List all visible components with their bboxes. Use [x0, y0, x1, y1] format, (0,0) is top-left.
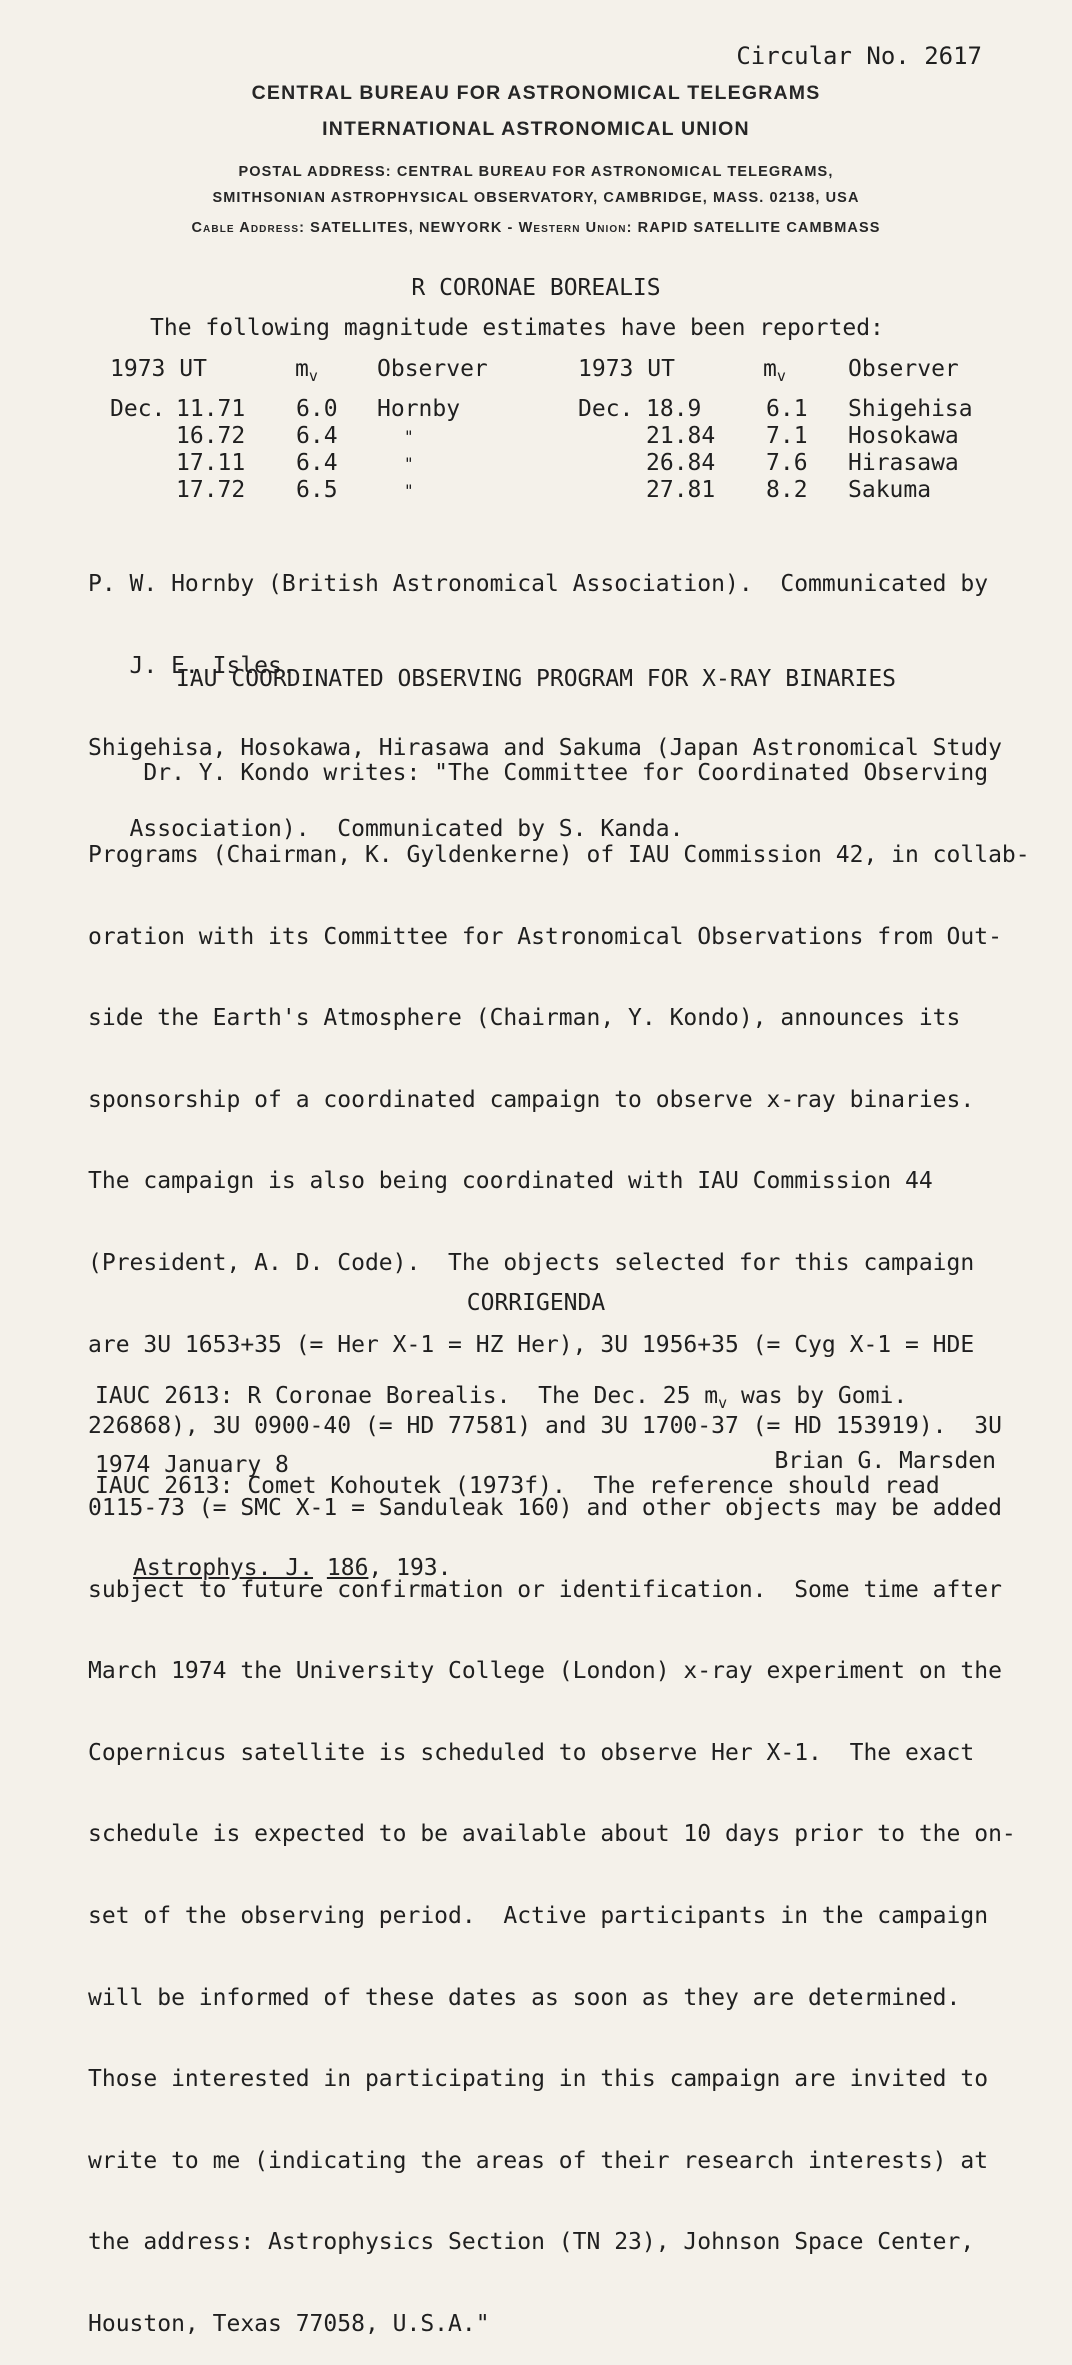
col-date-right: 1973 UT: [578, 356, 675, 382]
table-cell: 16.72: [176, 423, 246, 449]
table-cell: 26.84: [646, 450, 716, 476]
table-cell: Sakuma: [848, 477, 932, 503]
xray-body: Dr. Y. Kondo writes: "The Committee for Coordinated Observing Programs (Chairman, K. Gyldenkerne) of IAU Commission 42, in collab- oration with its Committee for Astronomical Observations from Out- side the Earth's Atmosphere (Chairman, Y. Kondo), announces its sponsorship of a coordinated campaign to observe x-ray binaries. The campaign is also being coordinated with IAU Commission 44 (President, A. D. Code). The objects selected for this campaign are 3U 1653+35 (= Her X-1 = HZ Her), 3U 1956+35 (= Cyg X-1 = HDE 226868), 3U 0900-40 (= HD 77581) and 3U 1700-37 (= HD 153919). 3U 0115-73 (= SMC X-1 = Sanduleak 160) and other objects may be added subject to future confirmation or identification. Some time after March 1974 the University College (London) x-ray experiment on the Copernicus satellite is scheduled to observe Her X-1. The exact schedule is expected to be available about 10 days prior to the on- set of the observing period. Active participants in the campaign will be informed of these dates as soon as they are determined. Those interested in participating in this campaign are invited to write to me (indicating the areas of their research interests) at the address: Astrophysics Section (TN 23), Johnson Space Center, Houston, Texas 77058, U.S.A.": [88, 760, 1030, 2337]
col-mag-left: $m_v$: [295, 356, 318, 385]
postal-address-line1: POSTAL ADDRESS: CENTRAL BUREAU FOR ASTRONOMICAL TELEGRAMS,: [238, 164, 834, 180]
table-cell: 6.4: [296, 423, 338, 449]
table-cell: Hosokawa: [848, 423, 959, 449]
corrigendum-1: IAUC 2613: R Coronae Borealis. The Dec. 25 $m_v$ was by Gomi.: [95, 1383, 908, 1412]
rcb-credits: P. W. Hornby (British Astronomical Association). Communicated by J. E. Isles. Shigehisa, Hosokawa, Hirasawa and Sakuma (Japan Astronomical Study Association). Communicated by S. Kanda.: [88, 571, 1002, 843]
table-cell: 27.81: [646, 477, 716, 503]
table-cell: Dec.: [110, 396, 166, 422]
table-cell: Dec.: [578, 396, 634, 422]
col-mag-right: $m_v$: [763, 356, 786, 385]
col-observer-left: Observer: [377, 356, 488, 382]
issue-date: 1974 January 8: [95, 1452, 289, 1478]
bureau-name: CENTRAL BUREAU FOR ASTRONOMICAL TELEGRAMS: [251, 82, 821, 104]
table-cell: 8.2: [766, 477, 808, 503]
signature: Brian G. Marsden: [774, 1448, 996, 1474]
table-cell: 17.72: [176, 477, 246, 503]
col-date-left: 1973 UT: [110, 356, 207, 382]
corrigendum-2: IAUC 2613: Comet Kohoutek (1973f). The reference should read: [95, 1472, 940, 1499]
table-cell: Hirasawa: [848, 450, 959, 476]
table-cell: Shigehisa: [848, 396, 973, 422]
ditto-mark: ": [404, 454, 414, 473]
table-cell: 6.4: [296, 450, 338, 476]
cable-address: Cable Address: SATELLITES, NEWYORK - Western Union: RAPID SATELLITE CAMBMASS: [191, 220, 881, 236]
union-name: INTERNATIONAL ASTRONOMICAL UNION: [322, 118, 750, 140]
xray-title: IAU COORDINATED OBSERVING PROGRAM FOR X-RAY BINARIES: [175, 666, 897, 692]
table-cell: 21.84: [646, 423, 716, 449]
corrigenda-title: CORRIGENDA: [466, 1290, 606, 1316]
table-cell: 11.71: [176, 396, 246, 422]
table-cell: 7.6: [766, 450, 808, 476]
table-cell: 6.5: [296, 477, 338, 503]
rcb-intro: The following magnitude estimates have been reported:: [150, 315, 884, 341]
table-cell: 7.1: [766, 423, 808, 449]
ditto-mark: ": [404, 481, 414, 500]
table-cell: 6.1: [766, 396, 808, 422]
table-cell: 18.9: [646, 396, 702, 422]
table-cell: 6.0: [296, 396, 338, 422]
circular-number: Circular No. 2617: [736, 42, 982, 70]
corrigendum-3: Astrophys. J. 186, 193.: [133, 1555, 452, 1581]
col-observer-right: Observer: [848, 356, 959, 382]
rcb-title: R CORONAE BOREALIS: [411, 275, 661, 301]
table-cell: 17.11: [176, 450, 246, 476]
postal-address-line2: SMITHSONIAN ASTROPHYSICAL OBSERVATORY, CAMBRIDGE, MASS. 02138, USA: [212, 190, 860, 206]
table-cell: Hornby: [377, 396, 461, 422]
ditto-mark: ": [404, 427, 414, 446]
